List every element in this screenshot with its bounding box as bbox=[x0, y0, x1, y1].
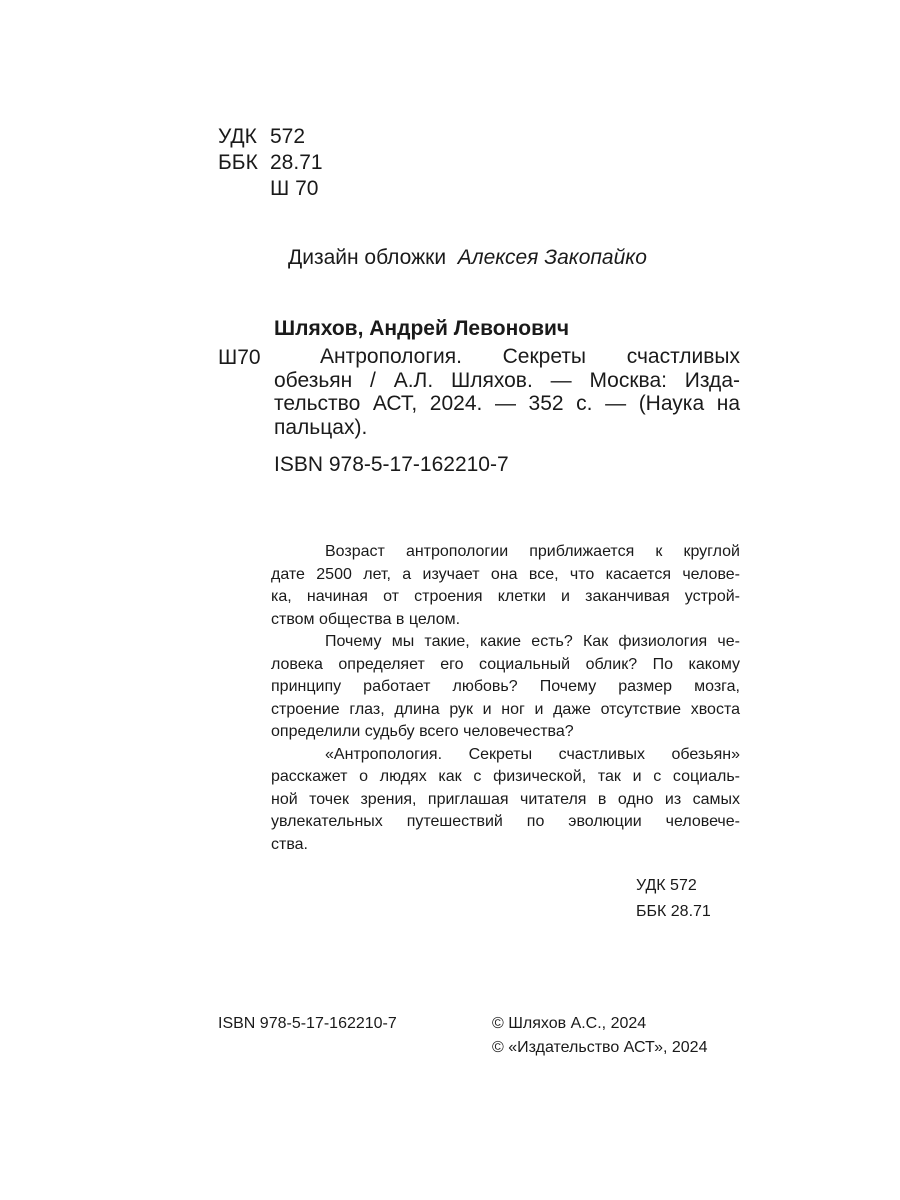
annotation-line: дате 2500 лет, а изучает она все, что касается челове- bbox=[271, 565, 740, 583]
annotation-line: ной точек зрения, приглашая читателя в одно из самых bbox=[271, 790, 740, 808]
bbk-label: ББК bbox=[218, 151, 258, 174]
annotation-line: Почему мы такие, какие есть? Как физиология че- bbox=[325, 633, 740, 650]
biblio-line: пальцах). bbox=[274, 415, 368, 439]
copyright-publisher: © «Издательство АСТ», 2024 bbox=[492, 1039, 708, 1056]
copyright-author: © Шляхов А.С., 2024 bbox=[492, 1015, 647, 1032]
annotation-paragraph bbox=[271, 631, 740, 744]
udk-label: УДК bbox=[218, 125, 257, 148]
annotation-line: увлекательных путешествий по эволюции человече- bbox=[271, 813, 740, 830]
annotation-line: принципу работает любовь? Почему размер мозга, bbox=[271, 678, 740, 695]
biblio-line: тельство АСТ, 2024. — 352 с. — (Наука на bbox=[274, 392, 740, 415]
author-sign-top bbox=[218, 176, 318, 202]
annotation-line: ка, начиная от строения клетки и заканчивая устрой- bbox=[271, 588, 740, 605]
footer-isbn: ISBN 978-5-17-162210-7 bbox=[218, 1015, 397, 1032]
udk-value: 572 bbox=[270, 125, 306, 148]
bbk-bottom: ББК 28.71 bbox=[636, 903, 711, 920]
annotation-line: ством общества в целом. bbox=[271, 610, 461, 628]
bibliographic-description bbox=[274, 345, 740, 439]
biblio-line: Антропология. Секреты счастливых bbox=[320, 345, 740, 368]
annotation-line: ства. bbox=[271, 835, 308, 853]
cover-design-label: Дизайн обложки bbox=[288, 246, 447, 269]
isbn: ISBN 978-5-17-162210-7 bbox=[274, 453, 509, 476]
annotation-line: строение глаз, длина рук и ног и даже отсутствие хвоста bbox=[271, 700, 740, 718]
biblio-line: обезьян / А.Л. Шляхов. — Москва: Изда- bbox=[274, 368, 740, 392]
annotation-line: определили судьбу всего человечества? bbox=[271, 723, 574, 740]
annotation bbox=[271, 541, 740, 856]
author-sign-value: Ш 70 bbox=[270, 177, 319, 200]
author-heading: Шляхов, Андрей Левонович bbox=[274, 317, 570, 340]
bbk-value: 28.71 bbox=[270, 151, 323, 174]
bbk-top bbox=[218, 150, 323, 176]
annotation-line: «Антропология. Секреты счастливых обезьян» bbox=[325, 745, 740, 763]
annotation-line: Возраст антропологии приближается к круглой bbox=[325, 543, 740, 560]
cover-design-credit bbox=[288, 245, 647, 271]
annotation-paragraph bbox=[271, 541, 740, 631]
annotation-line: расскажет о людях как с физической, так и с социаль- bbox=[271, 768, 740, 785]
udk-top bbox=[218, 124, 305, 150]
udk-bottom: УДК 572 bbox=[636, 877, 697, 894]
cover-designer-name: Алексея Закопайко bbox=[457, 246, 647, 269]
annotation-line: ловека определяет его социальный облик? По какому bbox=[271, 655, 740, 673]
author-sign-code: Ш70 bbox=[218, 346, 261, 369]
annotation-paragraph bbox=[271, 744, 740, 857]
